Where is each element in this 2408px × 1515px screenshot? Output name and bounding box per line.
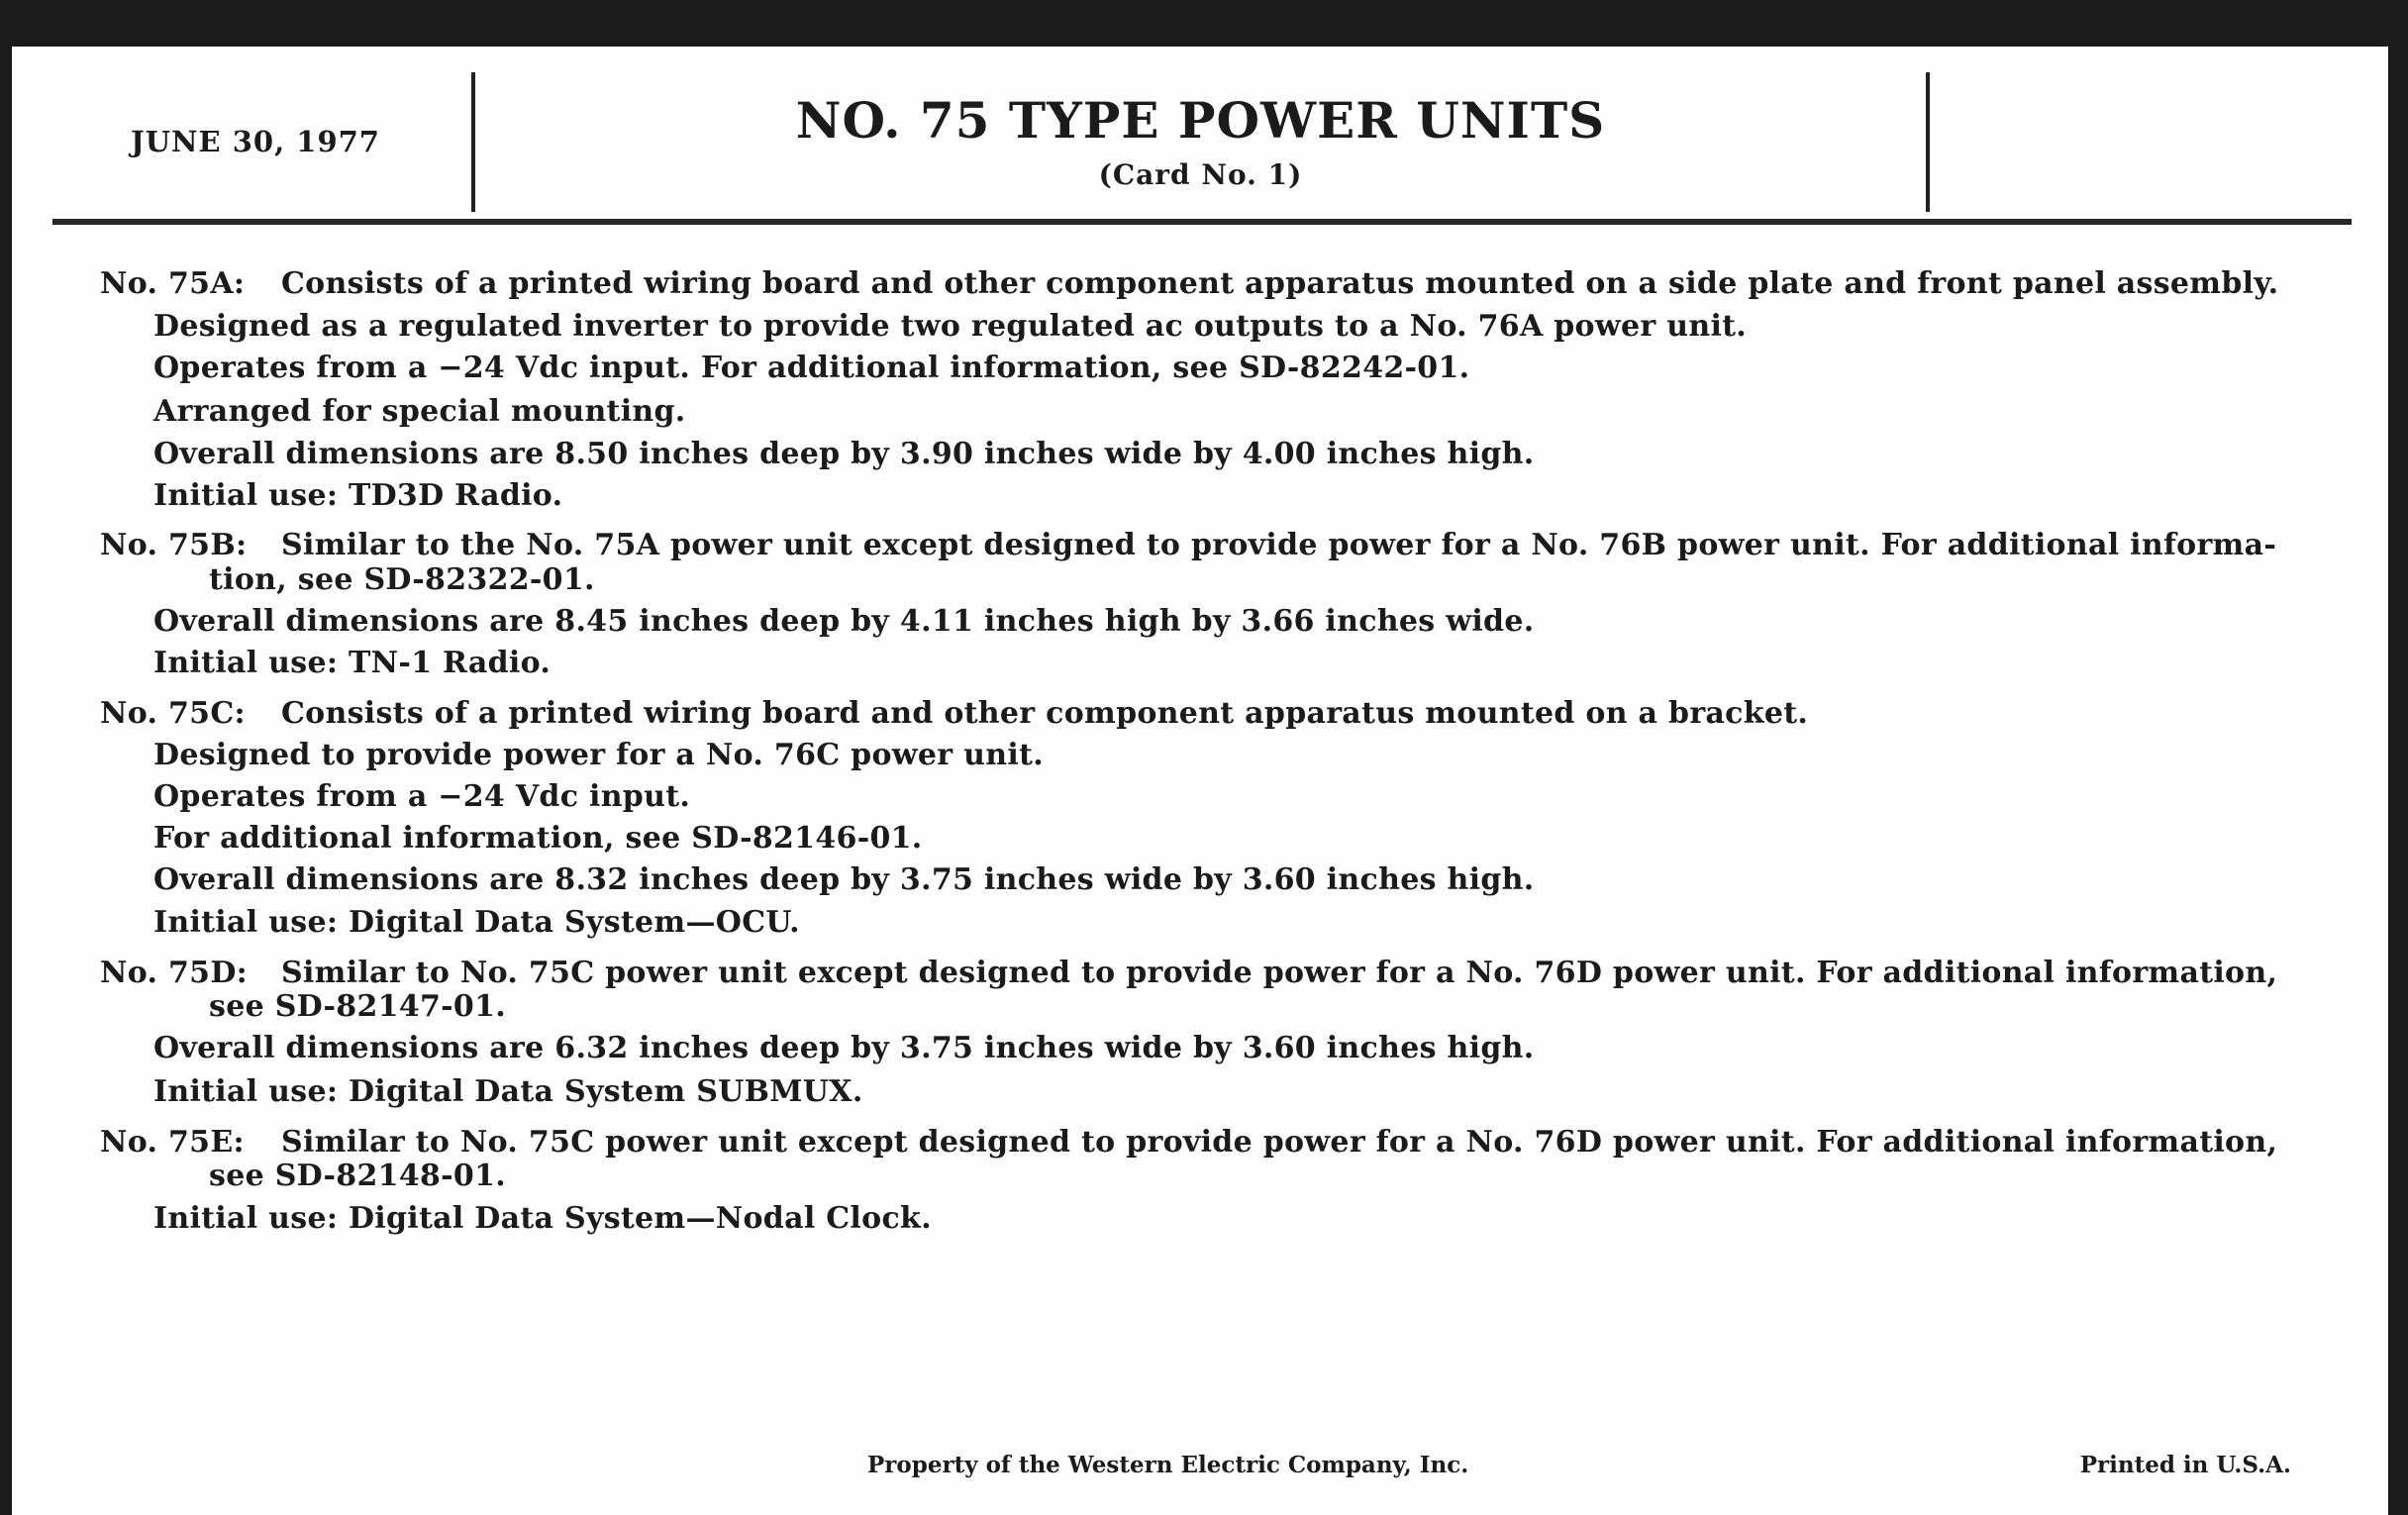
card-number: (Card No. 1) [1098, 158, 1303, 191]
header-rule [52, 219, 2352, 225]
entry-text: Consists of a printed wiring board and other component apparatus mounted on a bracket. [281, 696, 1809, 731]
entry-line: Arranged for special mounting. [153, 394, 686, 429]
entry-continuation: see SD-82147-01. [209, 989, 507, 1024]
page-title: NO. 75 TYPE POWER UNITS [795, 91, 1606, 150]
entry-line: Initial use: Digital Data System—OCU. [153, 905, 800, 940]
entry-line: Overall dimensions are 8.32 inches deep by 3.75 inches wide by 3.60 inches high. [153, 862, 1535, 897]
entry-text: Similar to the No. 75A power unit except designed to provide power for a No. 76B power unit. For additional informa- [281, 528, 2277, 562]
footer-property: Property of the Western Electric Company, Inc. [867, 1452, 1469, 1478]
entry-label: No. 75C: [100, 696, 246, 731]
entry-label: No. 75E: [100, 1125, 245, 1160]
entry-label: No. 75A: [100, 266, 246, 301]
entry-line: Initial use: Digital Data System—Nodal Clock. [153, 1201, 932, 1236]
entry-line: Initial use: TD3D Radio. [153, 478, 563, 513]
entry-text: Similar to No. 75C power unit except designed to provide power for a No. 76D power unit. For additional information, [281, 956, 2278, 990]
entry-line: Initial use: TN-1 Radio. [153, 646, 552, 680]
entry-line: Overall dimensions are 8.45 inches deep by 4.11 inches high by 3.66 inches wide. [153, 604, 1535, 639]
entry-line: Overall dimensions are 6.32 inches deep by 3.75 inches wide by 3.60 inches high. [153, 1031, 1535, 1065]
entry-line: Overall dimensions are 8.50 inches deep by 3.90 inches wide by 4.00 inches high. [153, 437, 1535, 471]
entry-line: Operates from a −24 Vdc input. [153, 779, 691, 814]
entry-line: Initial use: Digital Data System SUBMUX. [153, 1074, 863, 1109]
entry-text: Similar to No. 75C power unit except designed to provide power for a No. 76D power unit. For additional information, [281, 1125, 2278, 1160]
entry-label: No. 75B: [100, 528, 248, 562]
entry-text: Consists of a printed wiring board and other component apparatus mounted on a side plate and front panel assembly. [281, 266, 2279, 301]
entry-line: Designed as a regulated inverter to provide two regulated ac outputs to a No. 76A power unit. [153, 309, 1748, 344]
entry-label: No. 75D: [100, 956, 249, 990]
entry-line: Operates from a −24 Vdc input. For additional information, see SD-82242-01. [153, 351, 1470, 385]
entry-continuation: tion, see SD-82322-01. [209, 562, 595, 597]
entry-line: For additional information, see SD-82146-01. [153, 821, 923, 856]
entry-continuation: see SD-82148-01. [209, 1159, 507, 1193]
issue-date: JUNE 30, 1977 [131, 125, 380, 158]
footer-printed: Printed in U.S.A. [2079, 1452, 2291, 1478]
entry-line: Designed to provide power for a No. 76C power unit. [153, 738, 1044, 772]
